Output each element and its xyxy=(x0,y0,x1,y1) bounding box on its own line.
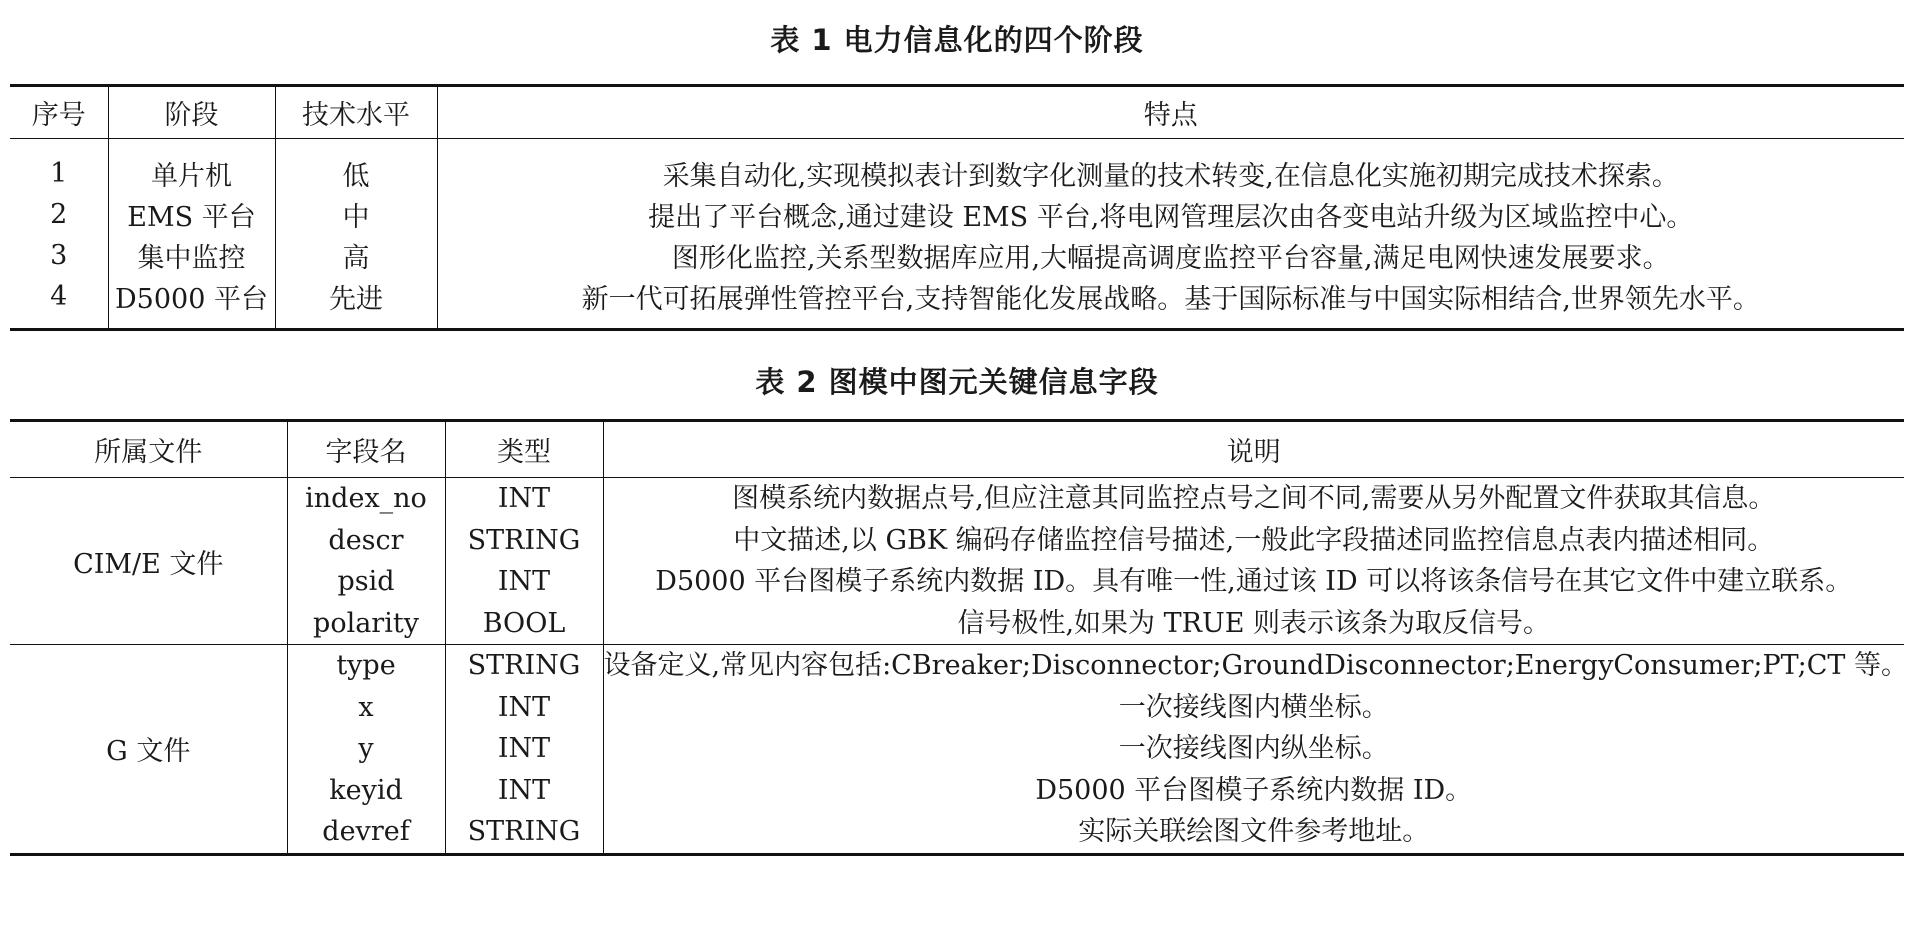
field-type: INT xyxy=(497,483,551,514)
cell-file-cime: CIM/E 文件 xyxy=(10,478,287,645)
cell-tech-level: 中 xyxy=(275,194,437,235)
field-type: INT xyxy=(497,733,551,764)
cell-field-descriptions xyxy=(603,645,1909,855)
field-description: 实际关联绘图文件参考地址。 xyxy=(1078,816,1430,847)
table-row xyxy=(10,645,1904,855)
field-type: INT xyxy=(497,566,551,597)
field-description: 设备定义,常见内容包括:CBreaker;Disconnector;GroundDisconnector;EnergyConsumer;PT;CT 等。 xyxy=(603,650,1909,681)
table2-caption: 表 2 图模中图元关键信息字段 xyxy=(755,365,1159,399)
field-name: devref xyxy=(322,816,410,847)
header-stage: 阶段 xyxy=(108,86,275,139)
field-description: 信号极性,如果为 TRUE 则表示该条为取反信号。 xyxy=(957,607,1551,639)
cell-serial-no: 3 xyxy=(50,240,68,271)
cell-field-descriptions xyxy=(603,478,1904,645)
cell-feature: 图形化监控,关系型数据库应用,大幅提高调度监控平台容量,满足电网快速发展要求。 xyxy=(437,235,1904,276)
field-description: D5000 平台图模子系统内数据 ID。具有唯一性,通过该 ID 可以将该条信号在其它文件中建立联系。 xyxy=(655,566,1853,597)
field-type: INT xyxy=(497,774,551,806)
field-type: STRING xyxy=(467,650,581,681)
header-tech-level: 技术水平 xyxy=(275,86,437,139)
field-name: psid xyxy=(337,566,395,597)
header-features: 特点 xyxy=(437,86,1904,139)
cell-tech-level: 低 xyxy=(275,139,437,195)
field-description: 一次接线图内纵坐标。 xyxy=(1118,733,1389,764)
cell-serial-no: 4 xyxy=(50,281,68,312)
cell-stage: 单片机 xyxy=(108,139,275,195)
cell-serial-no: 1 xyxy=(50,158,68,189)
field-name: x xyxy=(358,691,374,723)
table-row xyxy=(10,478,1904,645)
cell-feature: 采集自动化,实现模拟表计到数字化测量的技术转变,在信息化实施初期完成技术探索。 xyxy=(437,139,1904,195)
header-field-name: 字段名 xyxy=(287,421,445,478)
cell-field-types xyxy=(445,645,603,855)
table2-fields xyxy=(10,419,1909,856)
field-type: INT xyxy=(497,691,551,723)
field-name: type xyxy=(336,650,396,681)
cell-field-names xyxy=(287,478,445,645)
cell-field-types xyxy=(445,478,603,645)
cell-serial-no: 2 xyxy=(50,199,68,230)
field-name: polarity xyxy=(313,607,419,639)
field-name: y xyxy=(358,733,374,764)
cell-stage: EMS 平台 xyxy=(108,194,275,235)
header-file: 所属文件 xyxy=(10,421,287,478)
table-row xyxy=(10,235,1904,276)
cell-feature: 提出了平台概念,通过建设 EMS 平台,将电网管理层次由各变电站升级为区域监控中心。 xyxy=(437,194,1904,235)
field-type: STRING xyxy=(467,816,581,847)
cell-stage: D5000 平台 xyxy=(108,276,275,330)
header-type: 类型 xyxy=(445,421,603,478)
table2-header-row xyxy=(10,421,1904,478)
cell-feature: 新一代可拓展弹性管控平台,支持智能化发展战略。基于国际标准与中国实际相结合,世界领先水平。 xyxy=(437,276,1904,330)
field-name: keyid xyxy=(329,774,403,806)
cell-stage: 集中监控 xyxy=(108,235,275,276)
field-name: descr xyxy=(328,524,404,556)
field-description: 一次接线图内横坐标。 xyxy=(1118,691,1389,723)
header-description: 说明 xyxy=(603,421,1904,478)
table1-header-row xyxy=(10,86,1904,139)
field-description: D5000 平台图模子系统内数据 ID。 xyxy=(1035,774,1473,806)
field-type: BOOL xyxy=(482,607,566,639)
cell-tech-level: 先进 xyxy=(275,276,437,330)
table1-caption: 表 1 电力信息化的四个阶段 xyxy=(770,23,1144,57)
header-serial-no: 序号 xyxy=(10,86,108,139)
table-row xyxy=(10,194,1904,235)
cell-tech-level: 高 xyxy=(275,235,437,276)
field-name: index_no xyxy=(305,483,427,514)
cell-file-g: G 文件 xyxy=(106,736,191,768)
cell-field-names xyxy=(287,645,445,855)
field-type: STRING xyxy=(467,524,581,556)
table-row xyxy=(10,276,1904,330)
field-description: 中文描述,以 GBK 编码存储监控信号描述,一般此字段描述同监控信息点表内描述相同。 xyxy=(733,524,1775,556)
table-row xyxy=(10,139,1904,195)
table1-stages xyxy=(10,84,1904,331)
field-description: 图模系统内数据点号,但应注意其同监控点号之间不同,需要从另外配置文件获取其信息。 xyxy=(732,483,1776,514)
